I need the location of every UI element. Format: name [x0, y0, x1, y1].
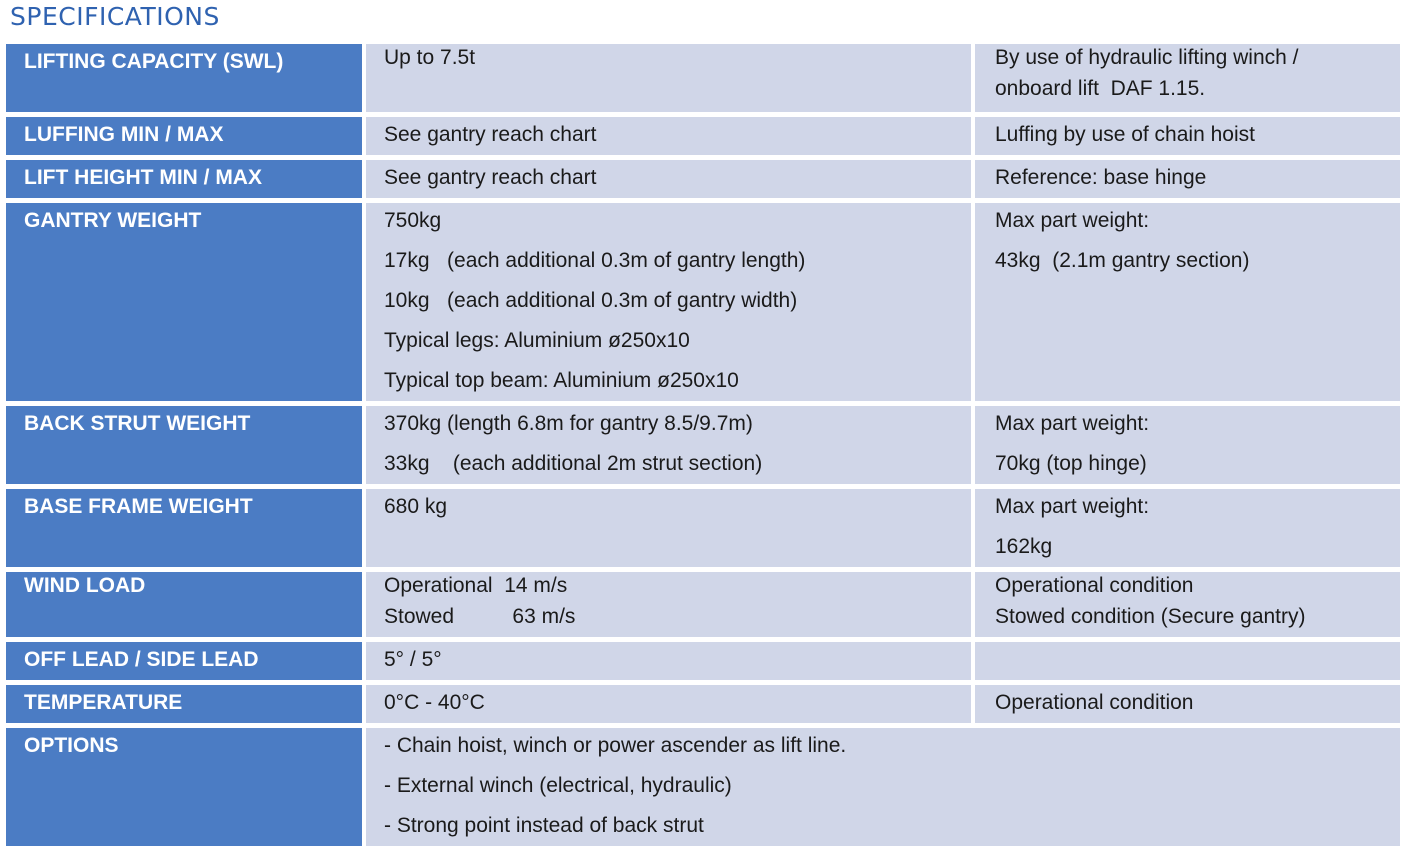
spec-value — [366, 642, 975, 685]
cell-line: See gantry reach chart — [384, 123, 597, 146]
spec-label-text: BASE FRAME WEIGHT — [24, 495, 253, 518]
spec-row — [6, 203, 1400, 406]
cell-line: - External winch (electrical, hydraulic) — [384, 774, 732, 797]
cell-line: 33kg (each additional 2m strut section) — [384, 452, 763, 475]
spec-row — [6, 642, 1400, 685]
cell-line: Stowed condition (Secure gantry) — [995, 605, 1306, 628]
cell-line: Operational 14 m/s — [384, 574, 568, 597]
cell-line: Typical top beam: Aluminium ø250x10 — [384, 369, 739, 392]
spec-value — [366, 489, 975, 572]
spec-value — [366, 203, 975, 406]
spec-label — [6, 489, 366, 572]
cell-line: Typical legs: Aluminium ø250x10 — [384, 329, 690, 352]
cell-line: 17kg (each additional 0.3m of gantry length) — [384, 249, 806, 272]
spec-label-text: WIND LOAD — [24, 574, 146, 597]
specifications-table — [6, 44, 1400, 851]
spec-note — [975, 685, 1400, 728]
cell-line: By use of hydraulic lifting winch / — [995, 46, 1299, 69]
spec-note — [975, 160, 1400, 203]
spec-label — [6, 406, 366, 489]
cell-line: Stowed 63 m/s — [384, 605, 576, 628]
spec-value — [366, 406, 975, 489]
cell-line: Reference: base hinge — [995, 166, 1207, 189]
spec-row — [6, 406, 1400, 489]
cell-line: Max part weight: — [995, 412, 1150, 435]
spec-label — [6, 160, 366, 203]
spec-label — [6, 642, 366, 685]
cell-line: - Chain hoist, winch or power ascender as lift line. — [384, 734, 847, 757]
options-label — [6, 728, 366, 851]
spec-label-text: LIFT HEIGHT MIN / MAX — [24, 166, 262, 189]
spec-label — [6, 685, 366, 728]
cell-line: Luffing by use of chain hoist — [995, 123, 1255, 146]
spec-label-text: BACK STRUT WEIGHT — [24, 412, 251, 435]
spec-note — [975, 117, 1400, 160]
options-label-text: OPTIONS — [24, 734, 119, 757]
spec-label-text: LUFFING MIN / MAX — [24, 123, 224, 146]
cell-line: Operational condition — [995, 691, 1194, 714]
spec-value — [366, 44, 975, 117]
cell-line: Max part weight: — [995, 209, 1150, 232]
spec-row — [6, 117, 1400, 160]
spec-note — [975, 642, 1400, 685]
page-title: SPECIFICATIONS — [10, 2, 220, 31]
cell-line: 0°C - 40°C — [384, 691, 485, 714]
spec-note — [975, 572, 1400, 642]
spec-row — [6, 160, 1400, 203]
spec-row — [6, 572, 1400, 642]
cell-line: onboard lift DAF 1.15. — [995, 77, 1206, 100]
spec-label-text: LIFTING CAPACITY (SWL) — [24, 50, 284, 73]
spec-label-text: TEMPERATURE — [24, 691, 183, 714]
spec-row — [6, 685, 1400, 728]
spec-value — [366, 160, 975, 203]
spec-note — [975, 44, 1400, 117]
spec-label — [6, 203, 366, 406]
spec-label-text: OFF LEAD / SIDE LEAD — [24, 648, 259, 671]
spec-label — [6, 572, 366, 642]
cell-line: 162kg — [995, 535, 1053, 558]
cell-line: 43kg (2.1m gantry section) — [995, 249, 1250, 272]
cell-line: See gantry reach chart — [384, 166, 597, 189]
spec-label — [6, 44, 366, 117]
spec-label — [6, 117, 366, 160]
cell-line: 10kg (each additional 0.3m of gantry width) — [384, 289, 798, 312]
spec-value — [366, 685, 975, 728]
cell-line: Up to 7.5t — [384, 46, 476, 69]
cell-line: Max part weight: — [995, 495, 1150, 518]
cell-line: 680 kg — [384, 495, 448, 518]
spec-value — [366, 117, 975, 160]
spec-note — [975, 489, 1400, 572]
spec-row — [6, 489, 1400, 572]
cell-line: 5° / 5° — [384, 648, 442, 671]
cell-line: Operational condition — [995, 574, 1194, 597]
options-row — [6, 728, 1400, 851]
spec-label-text: GANTRY WEIGHT — [24, 209, 202, 232]
spec-note — [975, 406, 1400, 489]
cell-line: - Strong point instead of back strut — [384, 814, 704, 837]
spec-note — [975, 203, 1400, 406]
spec-row — [6, 44, 1400, 117]
cell-line: 370kg (length 6.8m for gantry 8.5/9.7m) — [384, 412, 753, 435]
cell-line: 70kg (top hinge) — [995, 452, 1147, 475]
cell-line: 750kg — [384, 209, 442, 232]
options-list — [366, 728, 1400, 851]
spec-value — [366, 572, 975, 642]
